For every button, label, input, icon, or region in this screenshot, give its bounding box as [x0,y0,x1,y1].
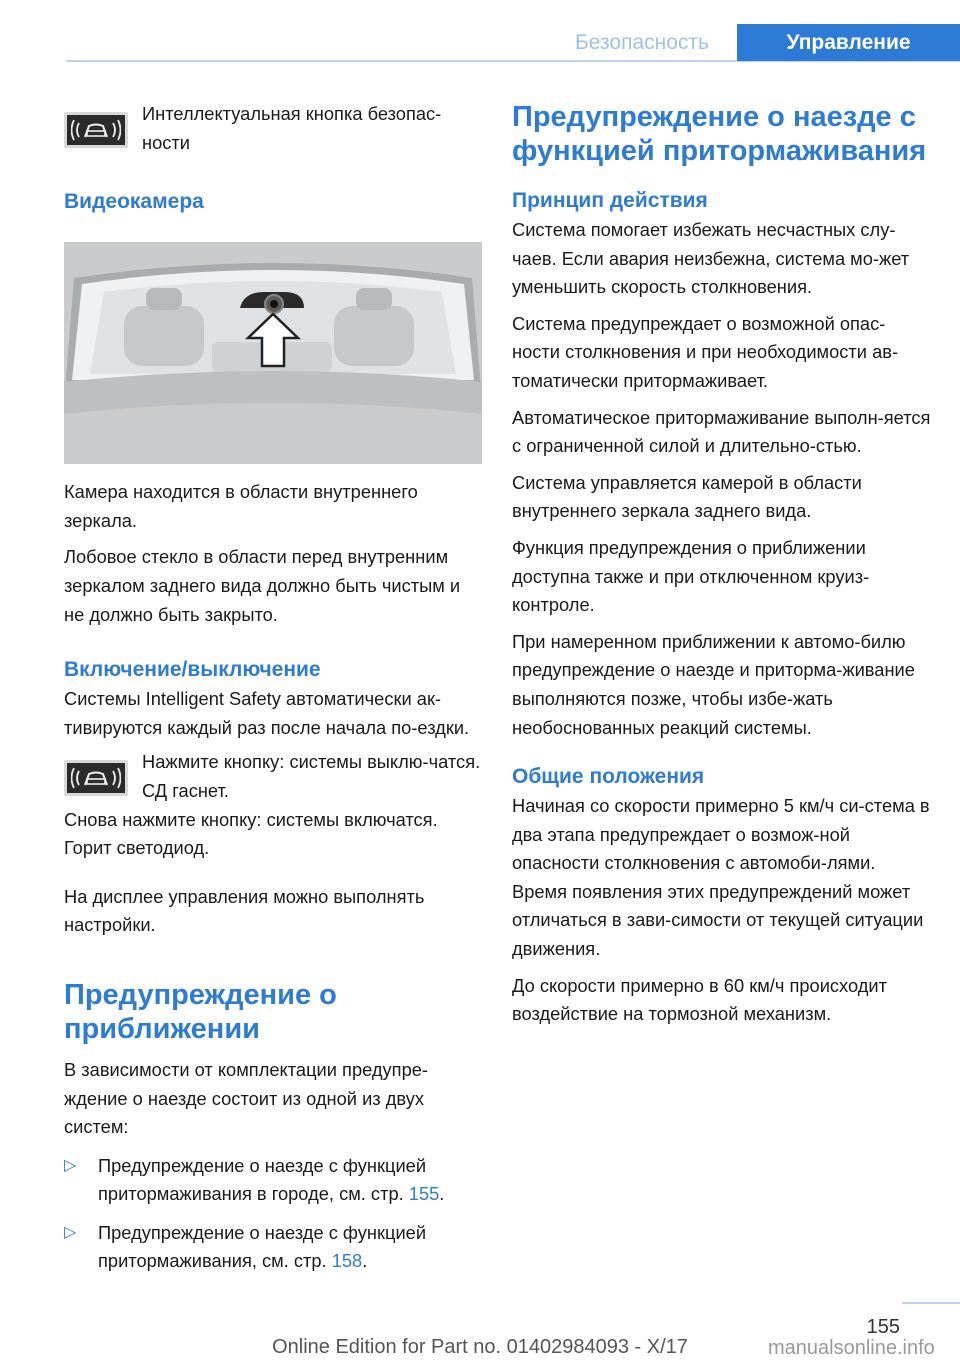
page-number: 155 [866,1316,900,1338]
display-settings-text: На дисплее управления можно выполнять настройки. [64,885,425,936]
page-link-155[interactable]: 155 [408,1183,440,1205]
general-heading: Общие положения [512,765,705,789]
principle-text-1: Система помогает избежать несчастных слу-чаев. Если авария неизбежна, система мо-жет уменьшить скорость столкновения. [512,219,910,298]
right-column [512,100,932,1029]
warning-intro-text: В зависимости от комплектации предупре-ждение о наезде состоит из одной из двух систем: [64,1058,429,1138]
camera-location-text: Камера находится в области внутреннего зеркала. [64,481,418,531]
windshield-camera-image [64,242,482,464]
safety-button-icon-2 [64,760,128,796]
collision-warning-heading: Предупреждение о приближении [64,978,337,1045]
press-again-text: Снова нажмите кнопку: системы включатся. Горит светодиод. [64,808,438,859]
page-link-158[interactable]: 158 [331,1250,363,1272]
press-button-caption: Нажмите кнопку: системы выклю-чатся. СД гаснет. [142,751,481,801]
windshield-clean-text: Лобовое стекло в области перед внутренним зеркалом заднего вида должно быть чистым и не должно быть закрыто. [64,546,461,625]
principle-heading: Принцип действия [512,189,708,212]
safety-button-icon [64,112,128,148]
principle-text-3: Автоматическое притормаживание выполн-яется с ограниченной силой и длительно-стью. [512,406,931,457]
city-brake-title: Предупреждение о наезде с функцией притормаживания [512,101,927,167]
footer-rule [902,1302,960,1304]
tab-safety[interactable]: Безопасность [575,30,709,54]
general-text-2: До скорости примерно в 60 км/ч происходит воздействие на тормозной механизм. [512,974,887,1025]
principle-text-2: Система предупреждает о возможной опас-ности столкновения и при необходимости ав-томатически притормаживает. [512,312,899,391]
principle-text-4: Система управляется камерой в области внутреннего зеркала заднего вида. [512,471,862,522]
bullet-text-2: Предупреждение о наезде с функцией притормаживания, см. стр. 158. [98,1221,427,1272]
general-text-1: Начиная со скорости примерно 5 км/ч си-стема в два этапа предупреждает о возмож-ной опасности столкновения с автомоби-лями. Время появления этих предупреждений может отличаться в зави-симости от текущей ситуации движения. [512,795,930,960]
video-camera-heading: Видеокамера [64,190,204,214]
principle-text-5: Функция предупреждения о приближении доступна также и при отключенном круиз-контроле. [512,536,870,616]
list-item [64,1219,482,1276]
safety-button-row [64,100,482,157]
list-item [64,1152,482,1209]
edition-footer: Online Edition for Part no. 01402984093 - X/17 [272,1336,688,1358]
on-off-heading: Включение/выключение [64,658,321,682]
auto-activation-text: Системы Intelligent Safety автоматически ак-тивируются каждый раз после начала по-ездки. [64,688,470,738]
bullet-text-1: Предупреждение о наезде с функцией притормаживания в городе, см. стр. 155. [98,1154,445,1205]
press-button-row [64,748,482,805]
tab-control[interactable]: Управление [737,24,960,61]
watermark: manualsonline.info [768,1337,935,1359]
left-column [64,100,482,1276]
triangle-bullet-icon: ▷ [64,1223,77,1241]
principle-text-6: При намеренном приближении к автомо-билю предупреждение о наезде и приторма-живание выполняются позже, чтобы избе-жать необоснованных реакций системы. [512,630,915,738]
safety-button-caption: Интеллектуальная кнопка безопас- ности [142,103,442,153]
triangle-bullet-icon: ▷ [64,1156,77,1174]
